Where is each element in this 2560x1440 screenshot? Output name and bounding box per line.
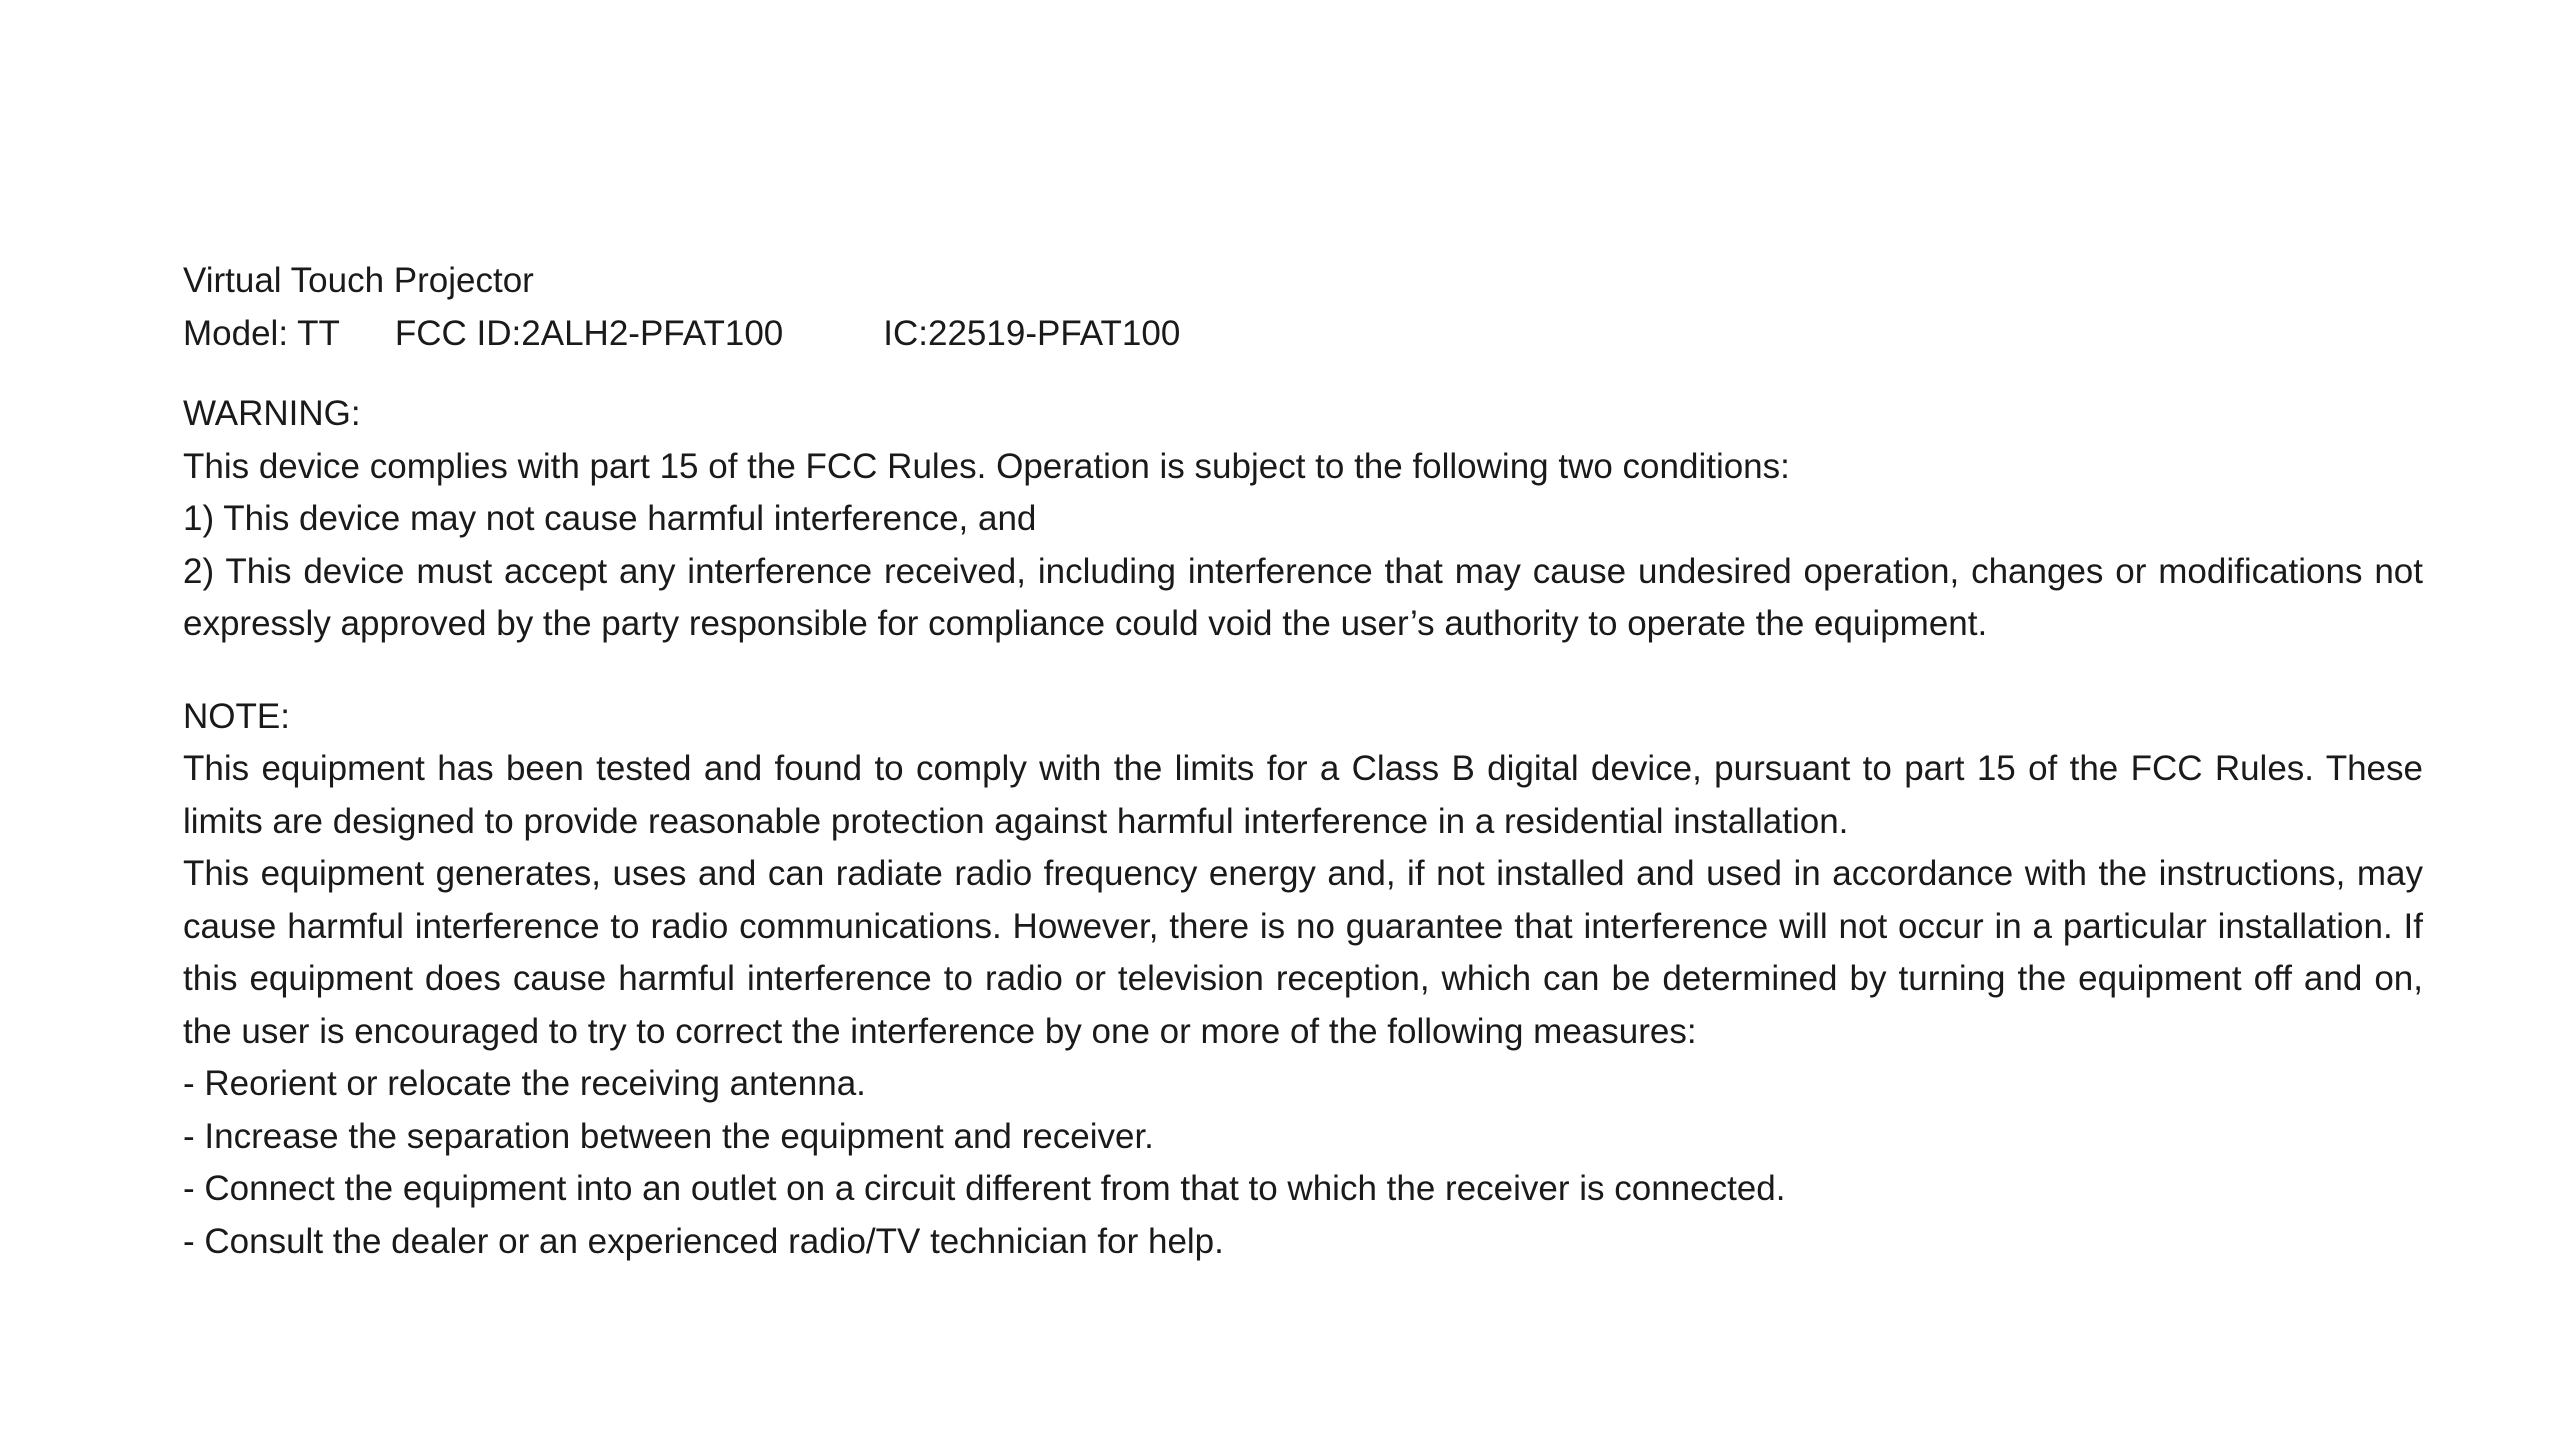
measure-item: - Increase the separation between the equipment and receiver.	[183, 1116, 1154, 1156]
model-number: Model: TT	[183, 313, 340, 353]
warning-condition-1: 1) This device may not cause harmful interference, and	[183, 499, 1037, 538]
measure-item: - Consult the dealer or an experienced radio/TV technician for help.	[183, 1221, 1224, 1261]
measure-item: - Connect the equipment into an outlet on a circuit different from that to which the receiver is connected.	[183, 1169, 1786, 1208]
warning-heading: WARNING:	[183, 394, 361, 433]
product-name: Virtual Touch Projector	[183, 261, 534, 300]
warning-intro: This device complies with part 15 of the FCC Rules. Operation is subject to the following two conditions:	[183, 446, 1790, 486]
fcc-statement	[183, 255, 2423, 1268]
note-paragraph-1: This equipment has been tested and found to comply with the limits for a Class B digital device, pursuant to part 15 of the FCC Rules. These limits are designed to provide reasonable protection against harmful interference in a residential installation.	[183, 749, 2423, 841]
product-identifiers	[183, 308, 2423, 361]
note-heading: NOTE:	[183, 696, 290, 736]
measure-item: - Reorient or relocate the receiving antenna.	[183, 1064, 866, 1103]
note-paragraph-2: This equipment generates, uses and can radiate radio frequency energy and, if not installed and used in accordance with the instructions, may cause harmful interference to radio communications. However, there is no guarantee that interference will not occur in a particular installation. If this equipment does cause harmful interference to radio or television reception, which can be determined by turning the equipment off and on, the user is encouraged to try to correct the interference by one or more of the following measures:	[183, 854, 2423, 1051]
warning-condition-2: 2) This device must accept any interference received, including interference that may cause undesired operation, changes or modifications not expressly approved by the party responsible for compliance could void the user’s authority to operate the equipment.	[183, 551, 2423, 643]
ic-number: IC:22519-PFAT100	[883, 313, 1181, 353]
fcc-id: FCC ID:2ALH2-PFAT100	[394, 313, 784, 353]
